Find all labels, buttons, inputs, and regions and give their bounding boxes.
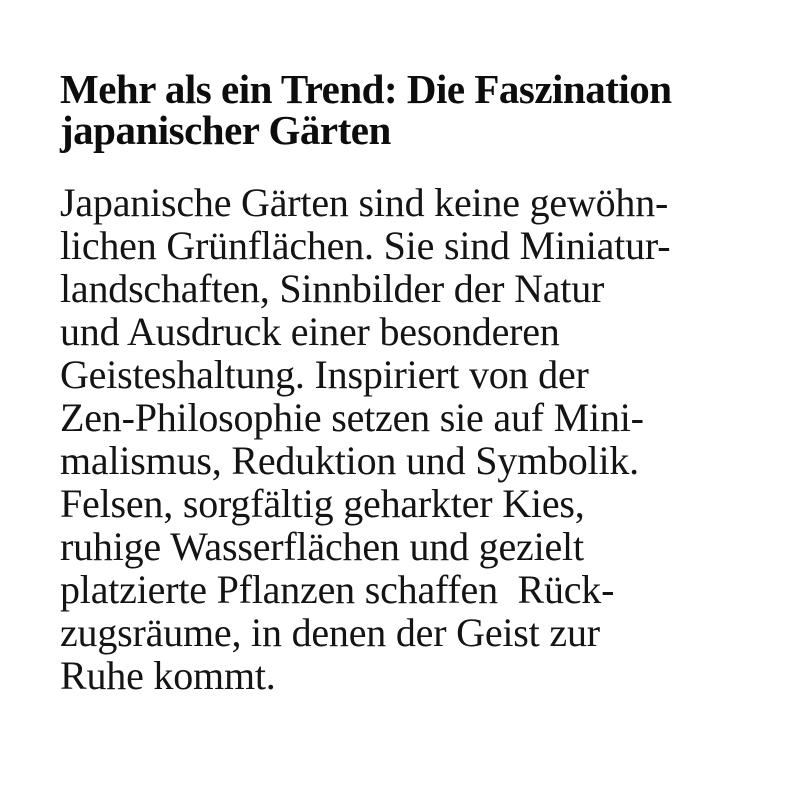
text-line: Zen-Philosophie setzen sie auf Mini-: [60, 395, 644, 440]
text-line: malismus, Reduktion und Symbolik.: [60, 438, 639, 483]
text-line: und Ausdruck einer besonderen: [60, 309, 560, 354]
text-line: zugsräume, in denen der Geist zur: [60, 610, 600, 655]
text-line: ruhige Wasserflächen und gezielt: [60, 524, 584, 569]
text-line: platzierte Pflanzen schaffen Rück-: [60, 567, 615, 612]
article-paragraph: [60, 181, 757, 697]
text-line: Geisteshaltung. Inspiriert von der: [60, 352, 589, 397]
article-title: [60, 66, 757, 153]
text-line: Ruhe kommt.: [60, 653, 276, 698]
text-line: lichen Grünflächen. Sie sind Miniatur-: [60, 223, 671, 268]
text-line: japanischer Gärten: [60, 107, 391, 153]
text-line: Japanische Gärten sind keine gewöhn-: [60, 180, 669, 225]
text-line: landschaften, Sinnbilder der Natur: [60, 266, 605, 311]
text-line: Felsen, sorgfältig geharkter Kies,: [60, 481, 585, 526]
text-line: Mehr als ein Trend: Die Faszination: [60, 66, 672, 112]
